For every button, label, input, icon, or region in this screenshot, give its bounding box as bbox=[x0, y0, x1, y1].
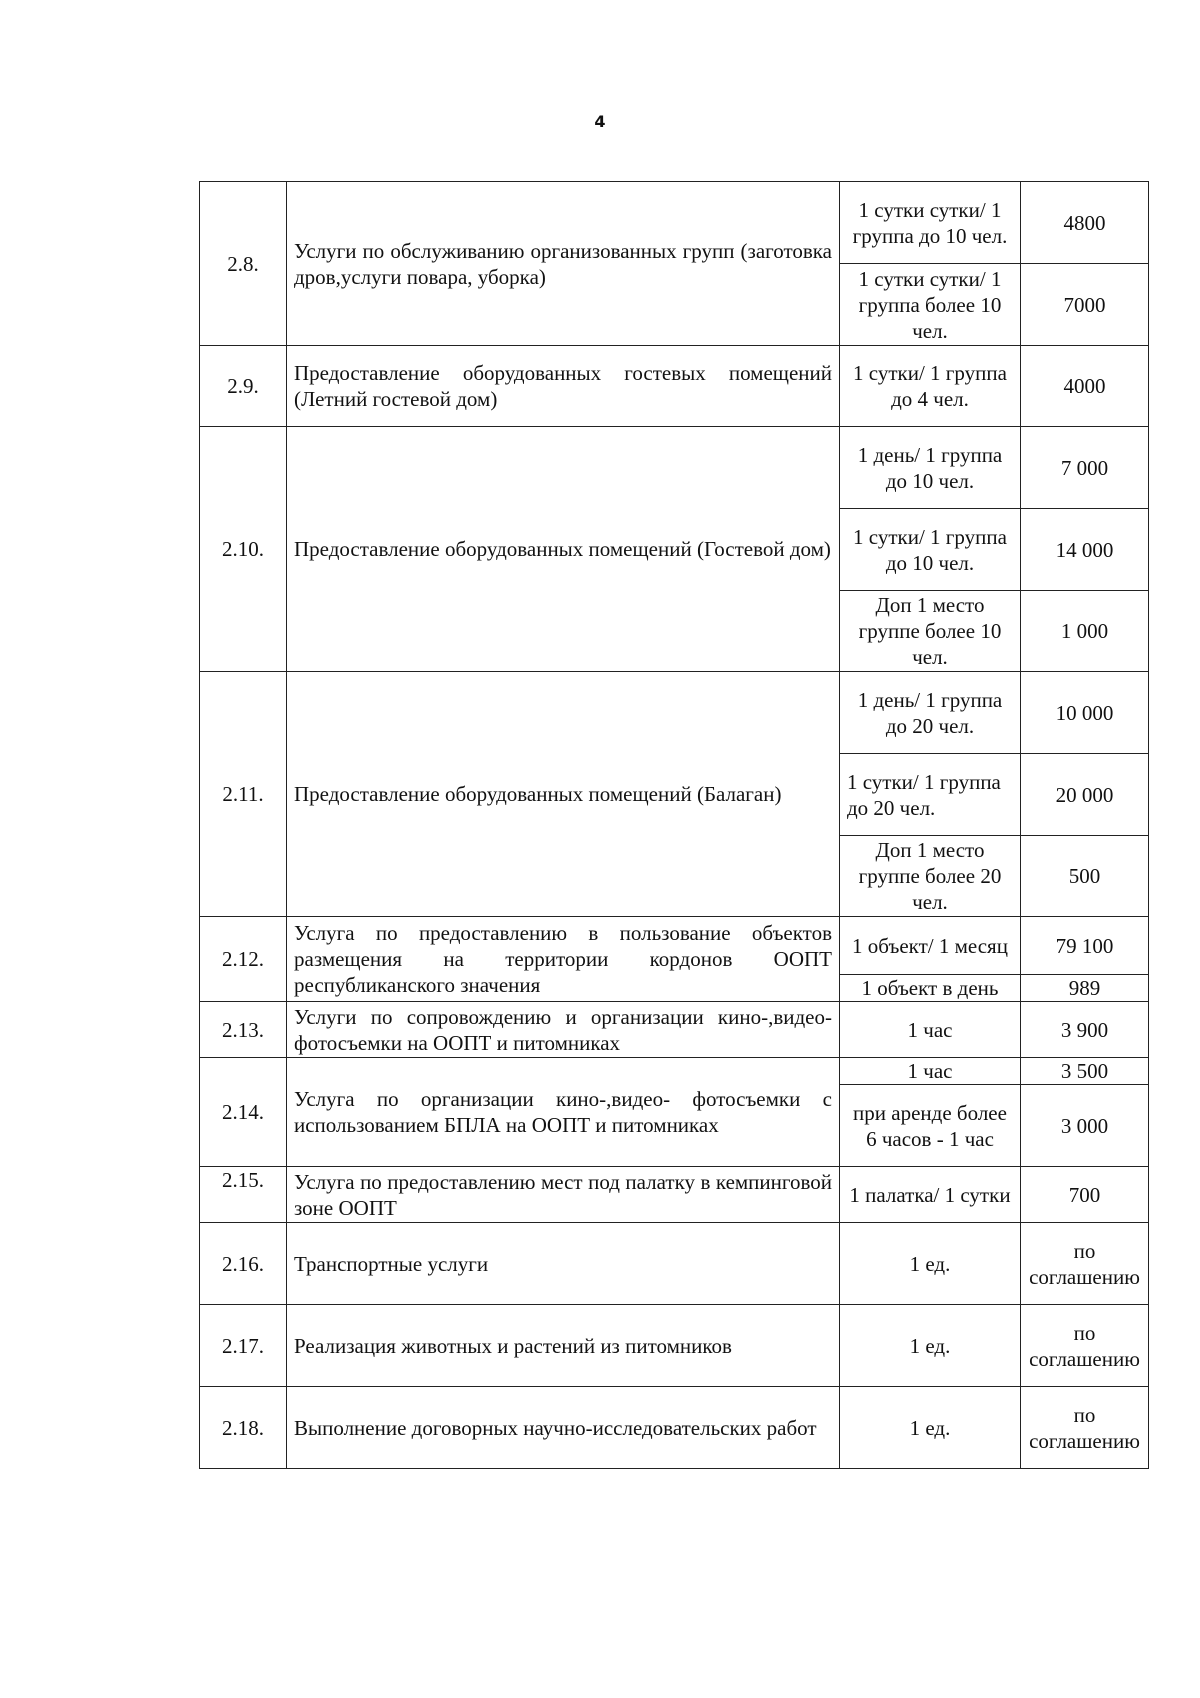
unit-cell: Доп 1 место группе более 20 чел. bbox=[840, 836, 1021, 917]
table-row bbox=[200, 917, 1149, 975]
table-row bbox=[200, 1223, 1149, 1305]
unit-cell: 1 час bbox=[840, 1002, 1021, 1058]
unit-cell: 1 сутки/ 1 группа до 4 чел. bbox=[840, 346, 1021, 427]
price-cell: по соглашению bbox=[1021, 1305, 1149, 1387]
service-description: Выполнение договорных научно-исследовательских работ bbox=[287, 1387, 840, 1469]
row-number: 2.11. bbox=[200, 672, 287, 917]
price-cell: 3 900 bbox=[1021, 1002, 1149, 1058]
table-row bbox=[200, 1002, 1149, 1058]
row-number: 2.10. bbox=[200, 427, 287, 672]
service-description: Предоставление оборудованных помещений (Балаган) bbox=[287, 672, 840, 917]
price-cell: 10 000 bbox=[1021, 672, 1149, 754]
price-cell: 79 100 bbox=[1021, 917, 1149, 975]
price-cell: 700 bbox=[1021, 1167, 1149, 1223]
price-table bbox=[199, 181, 1149, 1469]
service-description: Реализация животных и растений из питомников bbox=[287, 1305, 840, 1387]
table-row bbox=[200, 672, 1149, 754]
row-number: 2.13. bbox=[200, 1002, 287, 1058]
service-description: Услуга по организации кино-,видео- фотосъемки с использованием БПЛА на ООПТ и питомниках bbox=[287, 1058, 840, 1167]
unit-cell: 1 час bbox=[840, 1058, 1021, 1085]
price-cell: 500 bbox=[1021, 836, 1149, 917]
unit-cell: 1 ед. bbox=[840, 1223, 1021, 1305]
table-row bbox=[200, 1058, 1149, 1085]
unit-cell: 1 сутки/ 1 группа до 10 чел. bbox=[840, 509, 1021, 591]
price-cell: 4800 bbox=[1021, 182, 1149, 264]
price-cell: 1 000 bbox=[1021, 591, 1149, 672]
price-cell: по соглашению bbox=[1021, 1223, 1149, 1305]
unit-cell: 1 ед. bbox=[840, 1305, 1021, 1387]
unit-cell: 1 объект/ 1 месяц bbox=[840, 917, 1021, 975]
table-row bbox=[200, 1305, 1149, 1387]
price-cell: по соглашению bbox=[1021, 1387, 1149, 1469]
table-row bbox=[200, 1167, 1149, 1223]
table-row bbox=[200, 1387, 1149, 1469]
price-cell: 4000 bbox=[1021, 346, 1149, 427]
table-row bbox=[200, 182, 1149, 264]
unit-cell: 1 сутки сутки/ 1 группа более 10 чел. bbox=[840, 264, 1021, 346]
service-description: Услуги по обслуживанию организованных групп (заготовка дров,услуги повара, уборка) bbox=[287, 182, 840, 346]
price-cell: 7 000 bbox=[1021, 427, 1149, 509]
price-cell: 3 000 bbox=[1021, 1085, 1149, 1167]
unit-cell: Доп 1 место группе более 10 чел. bbox=[840, 591, 1021, 672]
price-cell: 989 bbox=[1021, 975, 1149, 1002]
unit-cell: 1 сутки сутки/ 1 группа до 10 чел. bbox=[840, 182, 1021, 264]
page-number: 4 bbox=[594, 112, 606, 131]
price-cell: 7000 bbox=[1021, 264, 1149, 346]
row-number: 2.17. bbox=[200, 1305, 287, 1387]
unit-cell: при аренде более 6 часов - 1 час bbox=[840, 1085, 1021, 1167]
table-row bbox=[200, 346, 1149, 427]
unit-cell: 1 палатка/ 1 сутки bbox=[840, 1167, 1021, 1223]
table-row bbox=[200, 427, 1149, 509]
row-number: 2.18. bbox=[200, 1387, 287, 1469]
price-cell: 3 500 bbox=[1021, 1058, 1149, 1085]
service-description: Предоставление оборудованных помещений (Гостевой дом) bbox=[287, 427, 840, 672]
unit-cell: 1 ед. bbox=[840, 1387, 1021, 1469]
row-number: 2.16. bbox=[200, 1223, 287, 1305]
unit-cell: 1 объект в день bbox=[840, 975, 1021, 1002]
unit-cell: 1 день/ 1 группа до 10 чел. bbox=[840, 427, 1021, 509]
unit-cell: 1 день/ 1 группа до 20 чел. bbox=[840, 672, 1021, 754]
row-number: 2.8. bbox=[200, 182, 287, 346]
row-number: 2.15. bbox=[200, 1167, 287, 1223]
row-number: 2.12. bbox=[200, 917, 287, 1002]
service-description: Услуги по сопровождению и организации кино-,видео- фотосъемки на ООПТ и питомниках bbox=[287, 1002, 840, 1058]
unit-cell: 1 сутки/ 1 группа до 20 чел. bbox=[840, 754, 1021, 836]
price-cell: 14 000 bbox=[1021, 509, 1149, 591]
service-description: Предоставление оборудованных гостевых помещений (Летний гостевой дом) bbox=[287, 346, 840, 427]
row-number: 2.9. bbox=[200, 346, 287, 427]
service-description: Транспортные услуги bbox=[287, 1223, 840, 1305]
service-description: Услуга по предоставлению мест под палатку в кемпинговой зоне ООПТ bbox=[287, 1167, 840, 1223]
price-cell: 20 000 bbox=[1021, 754, 1149, 836]
row-number: 2.14. bbox=[200, 1058, 287, 1167]
service-description: Услуга по предоставлению в пользование объектов размещения на территории кордонов ООПТ республиканского значения bbox=[287, 917, 840, 1002]
